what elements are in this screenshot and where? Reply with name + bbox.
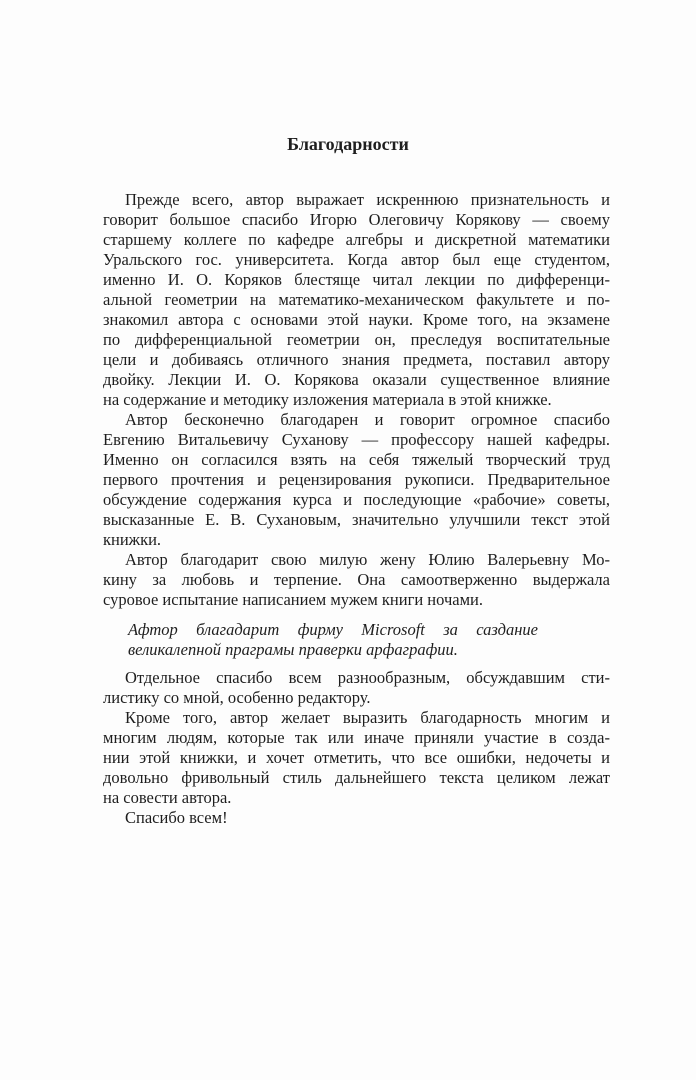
paragraph-6 [103, 808, 610, 828]
text-line: первого прочтения и рецензирования рукописи. Предварительное [103, 470, 610, 489]
text-line: старшему коллеге по кафедре алгебры и дискретной математики [103, 230, 610, 249]
text-line: двойку. Лекции И. О. Корякова оказали существенное влияние [103, 370, 610, 389]
paragraph-5 [103, 708, 610, 808]
text-line: Прежде всего, автор выражает искреннюю признательность и [125, 190, 610, 209]
text-line: Автор благодарит свою милую жену Юлию Валерьевну Мо- [125, 550, 610, 569]
text-line: по дифференциальной геометрии он, преследуя воспитательные [103, 330, 610, 349]
text-line: нии этой книжки, и хочет отметить, что все ошибки, недочеты и [103, 748, 610, 767]
text-line: знакомил автора с основами этой науки. Кроме того, на экзамене [103, 310, 610, 329]
paragraph-1 [103, 190, 610, 410]
text-line: Уральского гос. университета. Когда автор был еще студентом, [103, 250, 610, 269]
text-line: великалепной праграмы праверки арфаграфии. [128, 640, 458, 659]
text-line: многим людям, которые так или иначе приняли участие в созда- [103, 728, 610, 747]
text-line: книжки. [103, 530, 162, 549]
text-line: высказанные Е. В. Сухановым, значительно улучшили текст этой [103, 510, 610, 529]
text-line: Евгению Витальевичу Суханову — профессору нашей кафедры. [103, 430, 610, 449]
text-line: обсуждение содержания курса и последующие «рабочие» советы, [103, 490, 610, 509]
text-line: Афтор благадарит фирму Microsoft за саздание [128, 620, 538, 639]
text-line: Именно он согласился взять на себя тяжелый творческий труд [103, 450, 610, 469]
text-line: Отдельное спасибо всем разнообразным, обсуждавшим сти- [125, 668, 610, 687]
text-line: альной геометрии на математико-механическом факультете и по- [103, 290, 610, 309]
text-line: Спасибо всем! [125, 808, 228, 827]
text-line: довольно фривольный стиль дальнейшего текста целиком лежат [103, 768, 610, 787]
paragraph-4 [103, 668, 610, 708]
text-line: на совести автора. [103, 788, 232, 807]
paragraph-2 [103, 410, 610, 550]
text-line: листику со мной, особенно редактору. [103, 688, 371, 707]
text-line: Автор бесконечно благодарен и говорит огромное спасибо [125, 410, 610, 429]
page-title: Благодарности [287, 134, 409, 154]
text-line: именно И. О. Коряков блестяще читал лекции по дифференци- [103, 270, 610, 289]
text-line: Кроме того, автор желает выразить благодарность многим и [125, 708, 610, 727]
text-line: говорит большое спасибо Игорю Олеговичу Корякову — своему [103, 210, 610, 229]
text-line: цели и добиваясь отличного знания предмета, поставил автору [103, 350, 610, 369]
text-line: кину за любовь и терпение. Она самоотверженно выдержала [103, 570, 610, 589]
paragraph-3 [103, 550, 610, 610]
italic-quote [128, 620, 538, 660]
text-line: суровое испытание написанием мужем книги ночами. [103, 590, 483, 609]
text-line: на содержание и методику изложения материала в этой книжке. [103, 390, 552, 409]
